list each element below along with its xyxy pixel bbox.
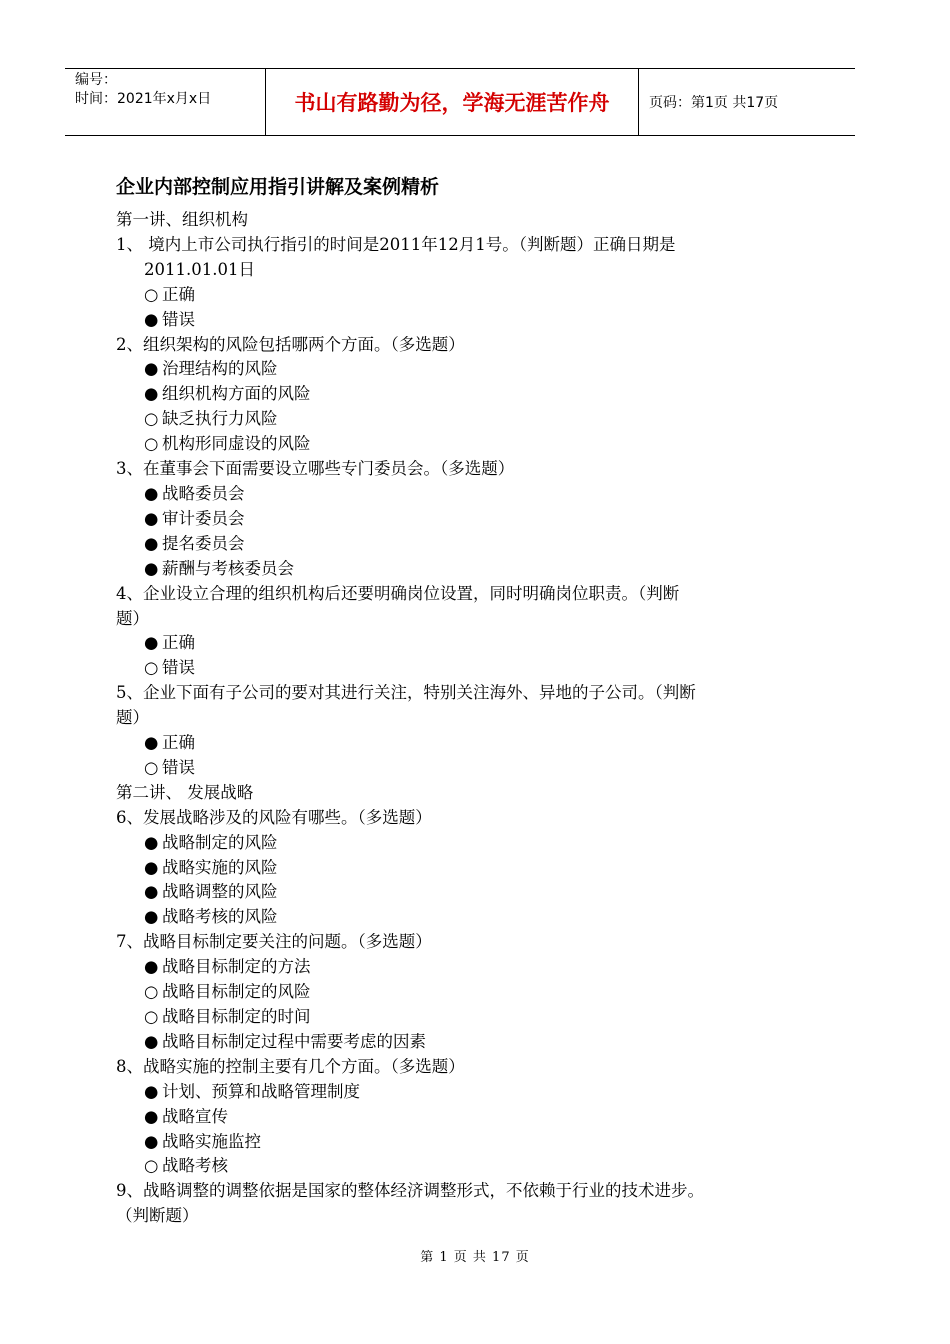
unselected-option-marker: ○ (144, 409, 159, 429)
selected-option-marker: ● (144, 832, 159, 852)
selected-option-marker: ● (144, 1106, 159, 1126)
page-footer: 第 1 页 共 17 页 (420, 1250, 530, 1265)
option-text: 战略目标制定的风险 (162, 982, 311, 1002)
answer-option (116, 357, 816, 382)
option-text: 计划、预算和战略管理制度 (162, 1081, 360, 1101)
selected-option-marker: ● (144, 533, 159, 553)
selected-option-marker: ● (144, 957, 159, 977)
option-text: 正确 (162, 633, 195, 653)
option-text: 正确 (162, 284, 195, 304)
answer-option (116, 1105, 816, 1130)
unselected-option-marker: ○ (144, 757, 159, 777)
answer-option (116, 1130, 816, 1155)
header-meta-cell (65, 69, 265, 135)
option-text: 战略实施监控 (162, 1131, 261, 1151)
selected-option-marker: ● (144, 359, 159, 379)
option-text: 错误 (162, 309, 195, 329)
option-text: 战略目标制定的时间 (162, 1007, 311, 1026)
answer-option (116, 507, 816, 532)
selected-option-marker: ● (144, 1031, 159, 1051)
option-text: 缺乏执行力风险 (162, 409, 278, 429)
question-text: 4、企业设立合理的组织机构后还要明确岗位设置，同时明确岗位职责。（判断 (116, 583, 680, 603)
option-text: 战略考核 (162, 1156, 228, 1176)
selected-option-marker: ● (144, 633, 159, 653)
answer-option (116, 308, 816, 333)
option-text: 战略宣传 (162, 1106, 228, 1126)
document-number-label: 编号： (75, 72, 117, 88)
answer-option (116, 557, 816, 582)
section-text: （判断题） (116, 1206, 199, 1226)
option-text: 错误 (162, 658, 195, 678)
section-text: 第二讲、 发展战略 (116, 782, 254, 802)
option-text: 战略目标制定的方法 (162, 957, 311, 977)
answer-option (116, 955, 816, 980)
header-page-label: 页码：第1页 共17页 (649, 95, 779, 111)
answer-option (116, 656, 816, 681)
selected-option-marker: ● (144, 384, 159, 404)
answer-option (116, 1030, 816, 1055)
answer-option (116, 880, 816, 905)
selected-option-marker: ● (144, 508, 159, 528)
selected-option-marker: ● (144, 882, 159, 902)
document-body (116, 208, 816, 1229)
unselected-option-marker: ○ (144, 1007, 159, 1026)
answer-option (116, 382, 816, 407)
unselected-option-marker: ○ (144, 284, 159, 304)
header-table (65, 68, 855, 136)
section-text: 题） (116, 708, 149, 728)
answer-option (116, 1154, 816, 1179)
selected-option-marker: ● (144, 733, 159, 753)
option-text: 战略制定的风险 (162, 832, 278, 852)
answer-option (116, 482, 816, 507)
question-text: 5、企业下面有子公司的要对其进行关注，特别关注海外、异地的子公司。（判断 (116, 683, 696, 703)
unselected-option-marker: ○ (144, 982, 159, 1002)
answer-option (116, 532, 816, 557)
section-text: 第一讲、组织机构 (116, 210, 248, 229)
option-text: 机构形同虚设的风险 (162, 434, 311, 454)
section-text: 题） (116, 608, 149, 628)
header-motto: 书山有路勤为径，学海无涯苦作舟 (265, 69, 639, 135)
answer-option (116, 432, 816, 457)
question-text: 9、战略调整的调整依据是国家的整体经济调整形式，不依赖于行业的技术进步。 (116, 1181, 704, 1201)
answer-option (116, 756, 816, 781)
unselected-option-marker: ○ (144, 1156, 159, 1176)
option-text: 组织机构方面的风险 (162, 384, 311, 404)
question-text: 6、发展战略涉及的风险有哪些。（多选题） (116, 807, 432, 827)
selected-option-marker: ● (144, 1081, 159, 1101)
question-text: 3、在董事会下面需要设立哪些专门委员会。（多选题） (116, 459, 515, 479)
option-text: 战略实施的风险 (162, 857, 278, 877)
unselected-option-marker: ○ (144, 434, 159, 454)
option-text: 审计委员会 (162, 508, 245, 528)
option-text: 薪酬与考核委员会 (162, 558, 294, 578)
answer-option (116, 856, 816, 881)
selected-option-marker: ● (144, 907, 159, 927)
unselected-option-marker: ○ (144, 658, 159, 678)
option-text: 提名委员会 (162, 533, 245, 553)
option-text: 战略委员会 (162, 483, 245, 503)
selected-option-marker: ● (144, 857, 159, 877)
answer-option (116, 1005, 816, 1030)
answer-option (116, 831, 816, 856)
question-continuation: 2011.01.01日 (144, 259, 255, 279)
answer-option (116, 905, 816, 930)
question-text: 8、战略实施的控制主要有几个方面。（多选题） (116, 1056, 465, 1076)
answer-option (116, 1080, 816, 1105)
selected-option-marker: ● (144, 558, 159, 578)
option-text: 正确 (162, 733, 195, 753)
document-title: 企业内部控制应用指引讲解及案例精析 (116, 176, 440, 198)
option-text: 战略调整的风险 (162, 882, 278, 902)
answer-option (116, 980, 816, 1005)
selected-option-marker: ● (144, 483, 159, 503)
answer-option (116, 283, 816, 308)
selected-option-marker: ● (144, 309, 159, 329)
question-text: 2、组织架构的风险包括哪两个方面。（多选题） (116, 334, 465, 354)
answer-option (116, 631, 816, 656)
option-text: 战略考核的风险 (162, 907, 278, 927)
option-text: 战略目标制定过程中需要考虑的因素 (162, 1031, 426, 1051)
question-text: 1、 境内上市公司执行指引的时间是2011年12月1号。（判断题）正确日期是 (116, 234, 676, 254)
question-text: 7、战略目标制定要关注的问题。（多选题） (116, 932, 432, 952)
document-time-label: 时间：2021年x月x日 (75, 91, 212, 107)
answer-option (116, 731, 816, 756)
option-text: 错误 (162, 757, 195, 777)
option-text: 治理结构的风险 (162, 359, 278, 379)
selected-option-marker: ● (144, 1131, 159, 1151)
answer-option (116, 407, 816, 432)
